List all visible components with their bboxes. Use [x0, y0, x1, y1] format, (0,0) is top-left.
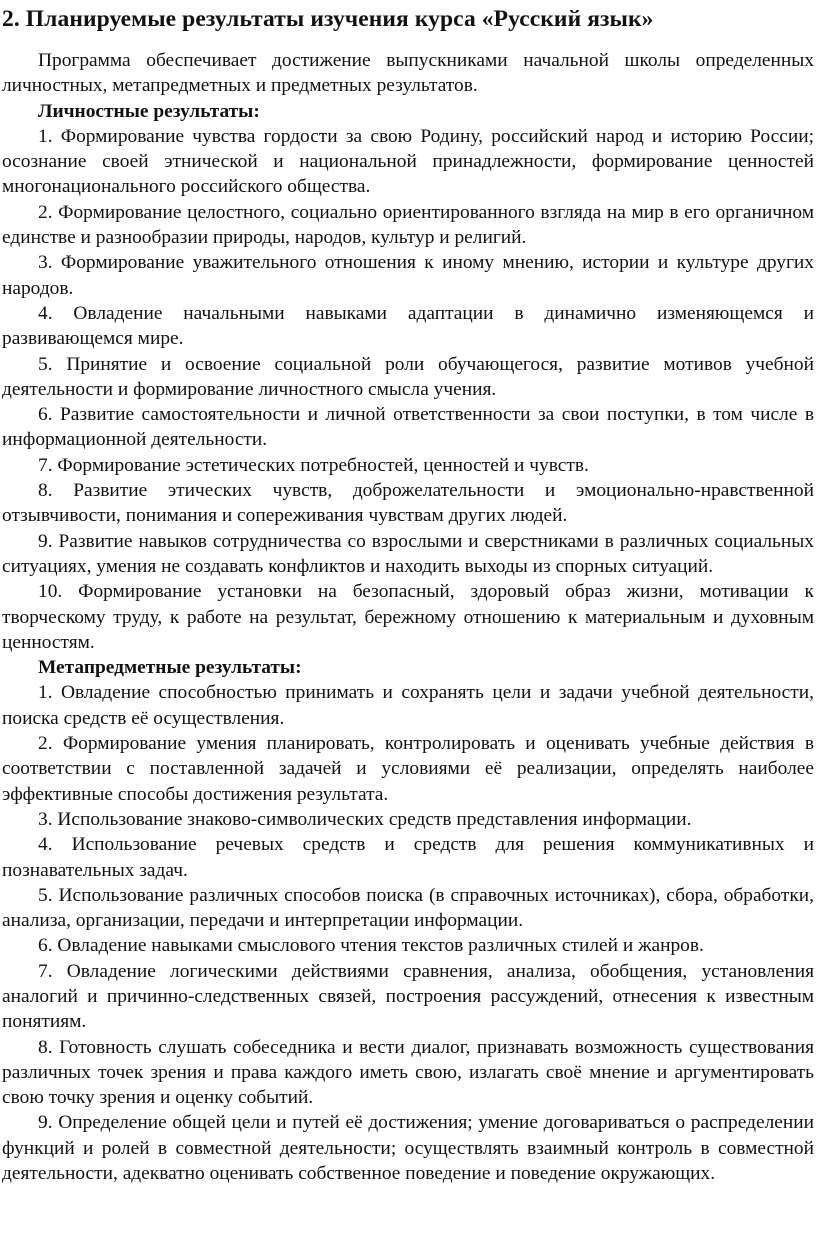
item-text: Формирование установки на безопасный, здоровый образ жизни, мотивации к творческому труду, к работе на результат, бережному отношению к материальным и духовным ценностям. — [2, 581, 814, 653]
list-item — [2, 529, 814, 580]
list-item — [2, 1035, 814, 1111]
meta-results-heading: Метапредметные результаты: — [38, 657, 302, 679]
item-number: 7. — [38, 454, 53, 476]
item-text: Формирование чувства гордости за свою Родину, российский народ и историю России; осознание своей этнической и национальной принадлежности, формирование ценностей многонационального российского общества. — [2, 125, 814, 198]
list-item — [2, 832, 814, 883]
list-item — [2, 250, 814, 301]
item-number: 1. — [38, 125, 53, 147]
item-number: 3. — [38, 252, 53, 274]
item-number: 3. — [38, 808, 53, 830]
item-text: Формирование умения планировать, контролировать и оценивать учебные действия в соответствии с поставленной задачей и условиями её реализации, определять наиболее эффективные способы достижения результата. — [2, 733, 814, 805]
personal-results-heading: Личностные результаты: — [38, 100, 260, 122]
item-text: Формирование эстетических потребностей, ценностей и чувств. — [57, 454, 589, 476]
list-item — [2, 402, 814, 453]
item-number: 9. — [38, 1112, 53, 1134]
item-text: Овладение логическими действиями сравнения, анализа, обобщения, установления аналогий и причинно-следственных связей, построения рассуждений, отнесения к известным понятиям. — [2, 960, 814, 1033]
item-number: 9. — [38, 530, 53, 552]
list-item — [2, 959, 814, 1035]
personal-results-list — [2, 124, 814, 655]
item-text: Овладение способностью принимать и сохранять цели и задачи учебной деятельности, поиска средств её осуществления. — [2, 682, 814, 729]
item-number: 7. — [38, 960, 53, 982]
item-number: 6. — [38, 404, 53, 426]
item-text: Развитие этических чувств, доброжелательности и эмоционально-нравственной отзывчивости, понимания и сопереживания чувствам других людей. — [2, 480, 814, 527]
page-title: 2. Планируемые результаты изучения курса «Русский язык» — [2, 6, 654, 32]
item-text: Развитие навыков сотрудничества со взрослыми и сверстниками в различных социальных ситуациях, умения не создавать конфликтов и находить выходы из спорных ситуаций. — [2, 530, 814, 577]
item-number: 6. — [38, 935, 53, 957]
list-item — [2, 301, 814, 352]
intro-paragraph: Программа обеспечивает достижение выпускниками начальной школы определенных личностных, метапредметных и предметных результатов. — [2, 50, 814, 97]
item-number: 4. — [38, 302, 53, 324]
list-item — [2, 478, 814, 529]
item-text: Готовность слушать собеседника и вести диалог, признавать возможность существования различных точек зрения и права каждого иметь свою, излагать своё мнение и аргументировать свою точку зрения и оценку событий. — [2, 1036, 814, 1109]
item-text: Овладение навыками смыслового чтения текстов различных стилей и жанров. — [57, 935, 704, 957]
item-text: Использование различных способов поиска (в справочных источниках), сбора, обработки, анализа, организации, передачи и интерпретации информации. — [2, 884, 814, 932]
item-number: 8. — [38, 1036, 53, 1058]
item-number: 5. — [38, 353, 53, 375]
meta-results-list — [2, 680, 814, 1186]
item-number: 10. — [38, 581, 63, 603]
item-text: Овладение начальными навыками адаптации в динамично изменяющемся и развивающемся мире. — [2, 302, 814, 350]
item-text: Развитие самостоятельности и личной ответственности за свои поступки, в том числе в информационной деятельности. — [2, 404, 814, 451]
list-item — [2, 1110, 814, 1186]
list-item — [2, 352, 814, 403]
list-item — [2, 200, 814, 251]
item-number: 2. — [38, 733, 53, 755]
item-number: 2. — [38, 201, 53, 223]
list-item — [2, 731, 814, 807]
item-number: 8. — [38, 480, 53, 502]
list-item — [2, 453, 814, 478]
item-text: Принятие и освоение социальной роли обучающегося, развитие мотивов учебной деятельности и формирование личностного смысла учения. — [2, 353, 814, 400]
item-number: 4. — [38, 834, 53, 856]
item-text: Использование речевых средств и средств для решения коммуникативных и познавательных задач. — [2, 834, 815, 881]
item-text: Формирование целостного, социально ориентированного взгляда на мир в его органичном единстве и разнообразии природы, народов, культур и религий. — [2, 201, 814, 249]
list-item — [2, 883, 814, 934]
list-item — [2, 579, 814, 655]
item-text: Определение общей цели и путей её достижения; умение договариваться о распределении функций и ролей в совместной деятельности; осуществлять взаимный контроль в совместной деятельности, адекватно оценивать собственное поведение и поведение окружающих. — [2, 1112, 814, 1185]
list-item — [2, 933, 814, 958]
item-text: Использование знаково-символических средств представления информации. — [57, 808, 692, 830]
list-item — [2, 680, 814, 731]
item-number: 1. — [38, 682, 53, 704]
item-text: Формирование уважительного отношения к иному мнению, истории и культуре других народов. — [2, 252, 814, 299]
list-item — [2, 124, 814, 200]
list-item — [2, 807, 814, 832]
item-number: 5. — [38, 884, 53, 906]
